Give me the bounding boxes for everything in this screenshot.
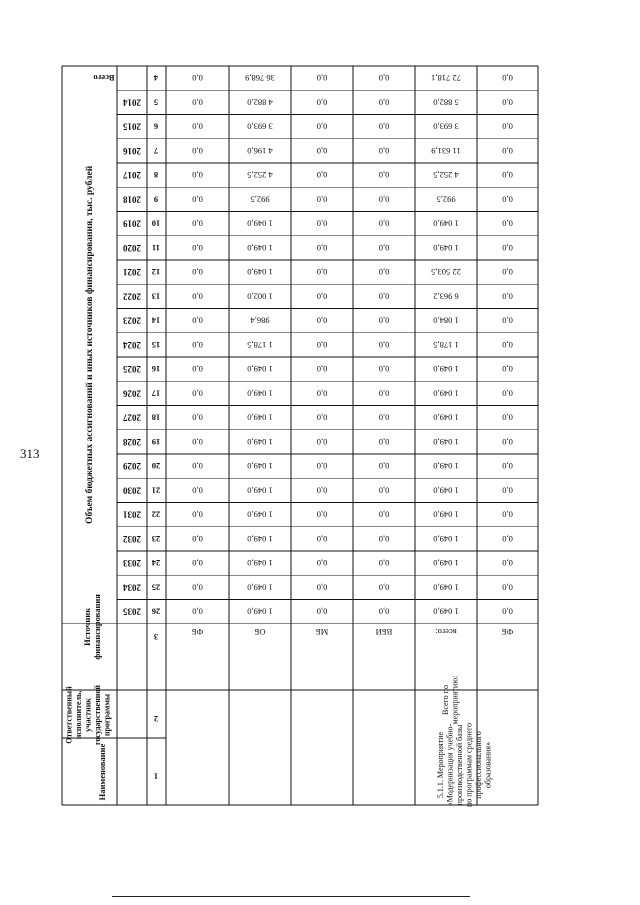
measure-executor: мероприятию: <box>450 675 460 725</box>
value-cell: 0,0 <box>502 121 513 132</box>
page-number: 313 <box>20 446 40 461</box>
year-label: 2027 <box>123 412 141 423</box>
value-cell: 0,0 <box>192 218 203 229</box>
column-number: 20 <box>151 461 161 472</box>
value-cell: 0,0 <box>192 485 203 496</box>
value-cell: 0,0 <box>316 509 328 520</box>
column-number: 10 <box>151 218 161 229</box>
source-header: финансирования <box>92 594 102 660</box>
executor-header: программы <box>102 693 112 737</box>
value-cell: 0,0 <box>316 315 328 326</box>
column-number: 8 <box>153 170 159 181</box>
value-cell: 0,0 <box>502 267 513 278</box>
value-cell: 0,0 <box>378 436 390 447</box>
value-cell: 4 252,5 <box>247 170 273 181</box>
name-header: Наименование <box>97 743 107 801</box>
value-cell: 1 049,0 <box>247 436 273 447</box>
executor-header: государственной <box>93 684 102 746</box>
value-cell: 0,0 <box>316 194 328 205</box>
value-cell: 0,0 <box>192 97 203 108</box>
value-cell: 1 049,0 <box>433 606 459 617</box>
value-cell: 0,0 <box>192 242 203 253</box>
value-cell: 992,5 <box>250 194 270 205</box>
column-number: 18 <box>151 412 161 423</box>
column-number: 22 <box>151 509 161 520</box>
value-cell: 0,0 <box>192 121 203 132</box>
value-cell: 0,0 <box>192 73 203 84</box>
value-cell: 0,0 <box>378 533 390 544</box>
value-cell: 1 084,0 <box>433 315 459 326</box>
value-cell: 0,0 <box>192 364 203 375</box>
value-cell: 0,0 <box>316 267 328 278</box>
year-label: 2028 <box>123 436 141 447</box>
value-cell: 0,0 <box>378 73 390 84</box>
year-label: 2014 <box>123 97 141 108</box>
value-cell: 0,0 <box>502 97 513 108</box>
value-cell: 4 882,0 <box>247 97 273 108</box>
year-label: 2021 <box>123 267 141 278</box>
value-cell: 72 718,1 <box>431 73 461 84</box>
value-cell: 0,0 <box>378 170 390 181</box>
year-label: 2015 <box>123 121 141 132</box>
value-cell: 1 049,0 <box>433 533 459 544</box>
year-label: 2016 <box>123 145 141 156</box>
column-number: 24 <box>151 558 161 569</box>
value-cell: 0,0 <box>378 412 390 423</box>
value-cell: 1 049,0 <box>433 364 459 375</box>
total-header: Всего <box>93 73 115 84</box>
column-number: 15 <box>151 339 161 350</box>
value-cell: 0,0 <box>316 558 328 569</box>
value-cell: 1 049,0 <box>433 388 459 399</box>
source-cell: ФБ <box>501 626 514 637</box>
value-cell: 0,0 <box>502 582 513 593</box>
value-cell: 0,0 <box>192 558 203 569</box>
value-cell: 0,0 <box>192 339 203 350</box>
value-cell: 0,0 <box>192 582 203 593</box>
value-cell: 0,0 <box>378 145 390 156</box>
value-cell: 0,0 <box>192 533 203 544</box>
value-cell: 0,0 <box>378 606 390 617</box>
column-number: 7 <box>153 145 159 156</box>
column-number: 1 <box>153 771 159 782</box>
value-cell: 0,0 <box>502 412 513 423</box>
value-cell: 0,0 <box>502 533 513 544</box>
value-cell: 1 178,5 <box>433 339 459 350</box>
value-cell: 0,0 <box>316 218 328 229</box>
source-header: Источник <box>82 607 92 646</box>
value-cell: 0,0 <box>316 291 328 302</box>
column-number: 2 <box>153 714 159 724</box>
year-label: 2030 <box>123 485 141 496</box>
value-cell: 0,0 <box>502 461 513 472</box>
value-cell: 0,0 <box>192 194 203 205</box>
value-cell: 0,0 <box>502 364 513 375</box>
value-cell: 1 049,0 <box>247 242 273 253</box>
value-cell: 4 196,0 <box>247 145 273 156</box>
measure-name: производственной базы <box>454 724 464 806</box>
column-number: 11 <box>151 242 161 253</box>
value-cell: 0,0 <box>316 461 328 472</box>
value-cell: 0,0 <box>316 97 328 108</box>
measure-name: «Модернизация учебно- <box>445 723 455 807</box>
value-cell: 0,0 <box>502 242 513 253</box>
year-label: 2026 <box>123 388 141 399</box>
column-number: 5 <box>153 97 159 108</box>
footer-rule <box>112 896 470 897</box>
measure-executor: Всего по <box>440 685 450 715</box>
value-cell: 1 049,0 <box>247 485 273 496</box>
year-label: 2025 <box>123 364 141 375</box>
value-cell: 0,0 <box>502 436 513 447</box>
column-number: 26 <box>151 606 161 617</box>
value-cell: 1 049,0 <box>247 267 273 278</box>
value-cell: 1 049,0 <box>247 606 273 617</box>
value-cell: 11 631,9 <box>431 145 461 156</box>
executor-header: участник <box>83 698 93 732</box>
value-cell: 1 178,5 <box>247 339 273 350</box>
column-number: 6 <box>153 121 159 132</box>
value-cell: 0,0 <box>192 267 203 278</box>
value-cell: 1 049,0 <box>247 461 273 472</box>
year-label: 2024 <box>123 339 141 350</box>
value-cell: 0,0 <box>316 388 328 399</box>
table-cells <box>65 73 514 807</box>
value-cell: 0,0 <box>378 364 390 375</box>
value-cell: 0,0 <box>316 582 328 593</box>
column-number: 17 <box>151 388 161 399</box>
value-cell: 1 049,0 <box>433 218 459 229</box>
executor-header: исполнитель, <box>74 690 83 740</box>
source-cell: ВБИ <box>375 626 393 637</box>
value-cell: 1 049,0 <box>247 533 273 544</box>
value-cell: 0,0 <box>502 388 513 399</box>
value-cell: 0,0 <box>378 509 390 520</box>
value-cell: 0,0 <box>192 145 203 156</box>
value-cell: 0,0 <box>378 582 390 593</box>
value-cell: 0,0 <box>378 291 390 302</box>
value-cell: 0,0 <box>378 242 390 253</box>
value-cell: 0,0 <box>316 339 328 350</box>
column-number: 9 <box>153 194 159 205</box>
value-cell: 1 049,0 <box>247 509 273 520</box>
source-cell: ФБ <box>191 626 204 637</box>
year-label: 2035 <box>123 606 141 617</box>
value-cell: 1 049,0 <box>247 558 273 569</box>
year-label: 2033 <box>123 558 141 569</box>
value-cell: 0,0 <box>378 218 390 229</box>
value-cell: 1 049,0 <box>247 412 273 423</box>
value-cell: 0,0 <box>378 267 390 278</box>
value-cell: 0,0 <box>502 73 513 84</box>
value-cell: 0,0 <box>502 145 513 156</box>
column-number: 3 <box>153 631 159 642</box>
volume-header: Объем бюджетных ассигнований и иных источников финансирования, тыс. рублей <box>85 165 95 524</box>
value-cell: 1 002,0 <box>247 291 273 302</box>
value-cell: 0,0 <box>502 339 513 350</box>
value-cell: 0,0 <box>192 170 203 181</box>
value-cell: 0,0 <box>316 485 328 496</box>
value-cell: 0,0 <box>316 436 328 447</box>
column-number: 16 <box>151 364 161 375</box>
value-cell: 0,0 <box>378 121 390 132</box>
value-cell: 0,0 <box>378 339 390 350</box>
value-cell: 0,0 <box>316 121 328 132</box>
year-label: 2020 <box>123 242 141 253</box>
value-cell: 0,0 <box>378 97 390 108</box>
value-cell: 1 049,0 <box>247 582 273 593</box>
year-label: 2017 <box>123 170 141 181</box>
value-cell: 1 049,0 <box>433 558 459 569</box>
measure-name: образования» <box>483 741 493 789</box>
value-cell: 0,0 <box>502 485 513 496</box>
column-number: 19 <box>151 436 161 447</box>
value-cell: 992,5 <box>436 194 456 205</box>
value-cell: 1 049,0 <box>433 461 459 472</box>
value-cell: 0,0 <box>502 170 513 181</box>
value-cell: 0,0 <box>192 509 203 520</box>
value-cell: 0,0 <box>192 436 203 447</box>
value-cell: 1 049,0 <box>433 582 459 593</box>
value-cell: 0,0 <box>502 606 513 617</box>
year-label: 2023 <box>123 315 141 326</box>
value-cell: 1 049,0 <box>433 412 459 423</box>
value-cell: 0,0 <box>502 315 513 326</box>
column-number: 23 <box>151 533 161 544</box>
measure-name: по программам среднего <box>464 722 474 808</box>
value-cell: 1 049,0 <box>433 242 459 253</box>
value-cell: 0,0 <box>378 461 390 472</box>
value-cell: 4 252,5 <box>433 170 459 181</box>
value-cell: 22 503,5 <box>431 267 461 278</box>
value-cell: 0,0 <box>502 509 513 520</box>
year-label: 2019 <box>123 218 141 229</box>
column-number: 12 <box>151 267 161 278</box>
value-cell: 0,0 <box>192 291 203 302</box>
value-cell: 0,0 <box>502 291 513 302</box>
value-cell: 1 049,0 <box>433 436 459 447</box>
value-cell: 986,4 <box>250 315 270 326</box>
year-label: 2022 <box>123 291 141 302</box>
value-cell: 3 693,0 <box>433 121 459 132</box>
measure-name: профессионального <box>473 731 483 799</box>
year-label: 2032 <box>123 533 141 544</box>
column-number: 13 <box>151 291 161 302</box>
source-cell: ОБ <box>254 626 266 637</box>
value-cell: 0,0 <box>378 388 390 399</box>
value-cell: 1 049,0 <box>247 388 273 399</box>
value-cell: 0,0 <box>316 533 328 544</box>
value-cell: 5 882,0 <box>433 97 459 108</box>
value-cell: 1 049,0 <box>247 218 273 229</box>
source-cell: всего: <box>435 626 457 637</box>
measure-name: 5.1.1. Мероприятие <box>435 731 445 799</box>
value-cell: 1 049,0 <box>433 485 459 496</box>
value-cell: 36 768,9 <box>245 73 275 84</box>
year-label: 2034 <box>123 582 141 593</box>
column-number: 4 <box>153 73 159 84</box>
value-cell: 0,0 <box>192 388 203 399</box>
year-label: 2029 <box>123 461 141 472</box>
year-label: 2018 <box>123 194 141 205</box>
value-cell: 0,0 <box>192 412 203 423</box>
value-cell: 0,0 <box>502 218 513 229</box>
value-cell: 0,0 <box>378 485 390 496</box>
column-number: 14 <box>151 315 161 326</box>
column-number: 21 <box>151 485 161 496</box>
column-number: 25 <box>151 582 161 593</box>
value-cell: 0,0 <box>316 145 328 156</box>
value-cell: 0,0 <box>192 606 203 617</box>
value-cell: 1 049,0 <box>433 509 459 520</box>
value-cell: 0,0 <box>378 315 390 326</box>
value-cell: 0,0 <box>502 558 513 569</box>
year-label: 2031 <box>123 509 141 520</box>
value-cell: 0,0 <box>316 73 328 84</box>
value-cell: 0,0 <box>316 412 328 423</box>
source-cell: МБ <box>315 626 329 637</box>
value-cell: 6 963,2 <box>433 291 459 302</box>
executor-header: Ответственный <box>64 686 74 744</box>
value-cell: 0,0 <box>378 558 390 569</box>
value-cell: 0,0 <box>502 194 513 205</box>
value-cell: 0,0 <box>378 194 390 205</box>
value-cell: 0,0 <box>316 606 328 617</box>
value-cell: 0,0 <box>192 315 203 326</box>
value-cell: 0,0 <box>316 170 328 181</box>
value-cell: 0,0 <box>316 364 328 375</box>
value-cell: 0,0 <box>192 461 203 472</box>
value-cell: 3 693,0 <box>247 121 273 132</box>
value-cell: 1 049,0 <box>247 364 273 375</box>
value-cell: 0,0 <box>316 242 328 253</box>
